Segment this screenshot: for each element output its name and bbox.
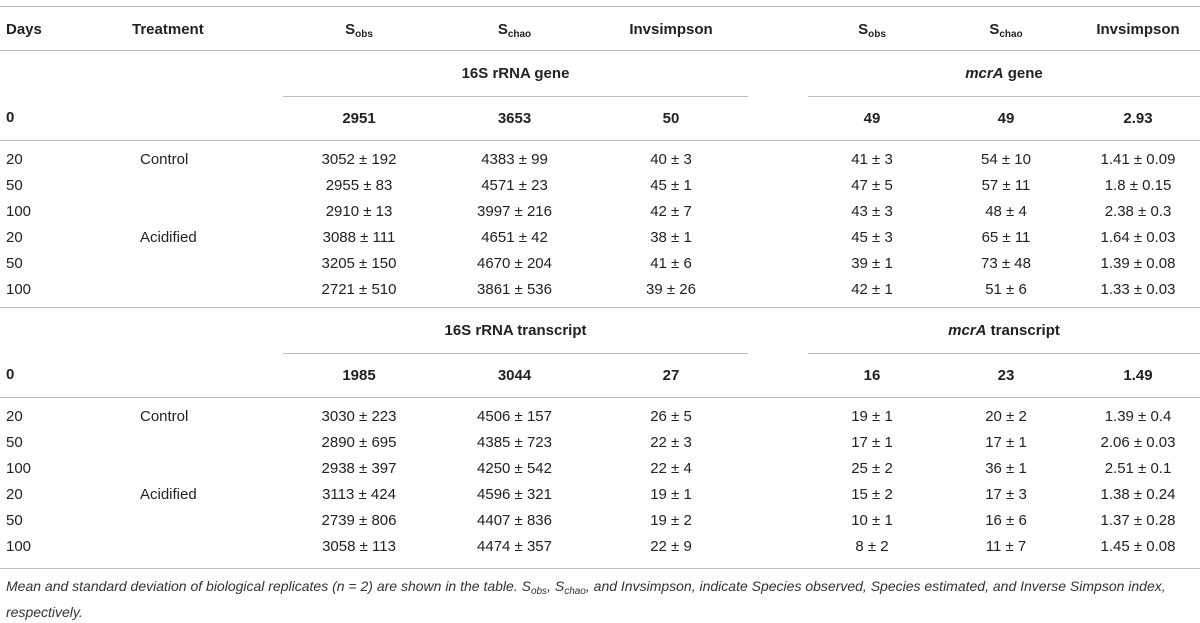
section-row <box>0 307 1200 353</box>
table-row: 20 Control 3052 ± 192 4383 ± 99 40 ± 3 41 ± 3 54 ± 10 1.41 ± 0.09 <box>6 151 1176 168</box>
header-schao-mcra: $S_{chao}$ <box>989 21 1023 40</box>
header-treatment: Treatment <box>132 21 204 38</box>
header-row <box>0 7 1200 50</box>
table-row: 50 2955 ± 83 4571 ± 23 45 ± 1 47 ± 5 57 ± 11 1.8 ± 0.15 <box>6 177 1172 194</box>
table-row: 20 Acidified 3088 ± 111 4651 ± 42 38 ± 1 45 ± 3 65 ± 11 1.64 ± 0.03 <box>6 229 1176 246</box>
section-label-mcra-transcript: mcrA transcript <box>808 307 1200 353</box>
table-row: 20 Acidified 3113 ± 424 4596 ± 321 19 ± 1 15 ± 2 17 ± 3 1.38 ± 0.24 <box>6 486 1176 503</box>
table-row: 100 2910 ± 13 3997 ± 216 42 ± 7 43 ± 3 48 ± 4 2.38 ± 0.3 <box>6 203 1172 220</box>
table-row: 100 2938 ± 397 4250 ± 542 22 ± 4 25 ± 2 36 ± 1 2.51 ± 0.1 <box>6 460 1172 477</box>
table-row: 0 2951 3653 50 49 49 2.93 <box>0 96 1200 140</box>
table-row: 20 Control 3030 ± 223 4506 ± 157 26 ± 5 19 ± 1 20 ± 2 1.39 ± 0.4 <box>6 408 1172 425</box>
header-days: Days <box>6 21 42 38</box>
table-row: 50 2890 ± 695 4385 ± 723 22 ± 3 17 ± 1 17 ± 1 2.06 ± 0.03 <box>6 434 1176 451</box>
table-bottom-rule <box>0 568 1200 569</box>
table-caption: Mean and standard deviation of biological replicates (n = 2) are shown in the table. $S_{obs}$, $S_{chao}$, and Invsimpson, indicate Species observed, Species estimated, and Inverse Simpson index, respectively. <box>6 578 1166 620</box>
table-row: 100 3058 ± 113 4474 ± 357 22 ± 9 8 ± 2 11 ± 7 1.45 ± 0.08 <box>6 538 1176 555</box>
header-invsimpson-16s: Invsimpson <box>629 21 713 38</box>
diversity-table <box>0 6 1200 564</box>
header-schao-16s: $S_{chao}$ <box>497 21 532 40</box>
table-row: 0 1985 3044 27 16 23 1.49 <box>0 353 1200 397</box>
section-row <box>0 50 1200 96</box>
section-label-16s-transcript: 16S rRNA transcript <box>283 307 748 353</box>
table-row: 50 3205 ± 150 4670 ± 204 41 ± 6 39 ± 1 73 ± 48 1.39 ± 0.08 <box>6 255 1176 272</box>
table-row: 100 2721 ± 510 3861 ± 536 39 ± 26 42 ± 1 51 ± 6 1.33 ± 0.03 <box>0 277 1200 308</box>
table-row: 50 2739 ± 806 4407 ± 836 19 ± 2 10 ± 1 16 ± 6 1.37 ± 0.28 <box>6 512 1176 529</box>
section-label-mcra-gene: mcrA gene <box>808 50 1200 96</box>
header-invsimpson-mcra: Invsimpson <box>1096 21 1180 38</box>
section-label-16s-gene: 16S rRNA gene <box>283 50 748 96</box>
header-sobs-16s: $S_{obs}$ <box>345 21 373 40</box>
header-sobs-mcra: $S_{obs}$ <box>858 21 886 40</box>
